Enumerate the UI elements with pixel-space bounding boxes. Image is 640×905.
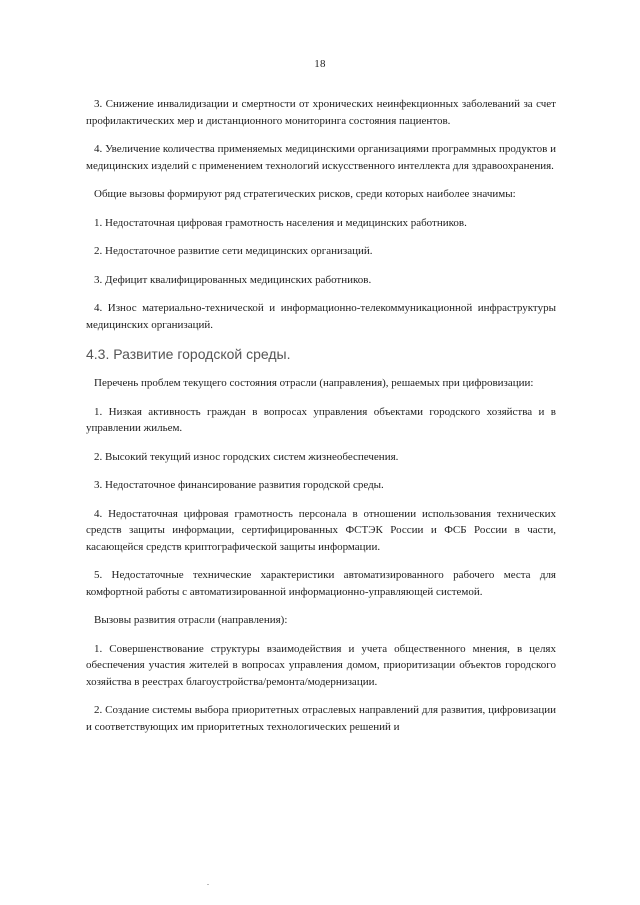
paragraph-problem-5: 5. Недостаточные технические характеристики автоматизированного рабочего места для комфортной работы с автоматизированной информационно-управляющей системой. [86,569,556,598]
paragraph-problem-4: 4. Недостаточная цифровая грамотность персонала в отношении использования технических средств защиты информации, сертифицированных ФСТЭК России и ФСБ России в части, касающейся средств криптографической защиты информации. [86,507,556,553]
page-body [86,96,556,747]
paragraph-risk-4: 4. Износ материально-технической и информационно-телекоммуникационной инфраструктуры медицинских организаций. [86,302,556,331]
page-number: 18 [314,58,326,70]
paragraph-goal-3: 3. Снижение инвалидизации и смертности от хронических неинфекционных заболеваний за счет профилактических мер и дистанционного мониторинга состояния пациентов. [86,98,556,127]
paragraph-problem-3: 3. Недостаточное финансирование развития городской среды. [94,479,384,491]
section-heading: 4.3. Развитие городской среды. [86,346,291,362]
paragraph-risks-intro: Общие вызовы формируют ряд стратегических рисков, среди которых наиболее значимы: [94,188,516,200]
paragraph-challenges-intro: Вызовы развития отрасли (направления): [94,614,288,626]
paragraph-challenge-2: 2. Создание системы выбора приоритетных отраслевых направлений для развития, цифровизации и соответствующих им приоритетных технологических решений и [86,704,556,733]
paragraph-goal-4: 4. Увеличение количества применяемых медицинскими организациями программных продуктов и медицинских изделий с применением технологий искусственного интеллекта для здравоохранения. [86,143,556,172]
scan-speck [207,884,209,885]
paragraph-risk-3: 3. Дефицит квалифицированных медицинских работников. [94,273,372,286]
paragraph-problem-2: 2. Высокий текущий износ городских систем жизнеобеспечения. [94,450,399,463]
paragraph-problems-intro: Перечень проблем текущего состояния отрасли (направления), решаемых при цифровизации: [94,377,534,389]
paragraph-problem-1: 1. Низкая активность граждан в вопросах управления объектами городского хозяйства и в управлении жильем. [86,405,556,434]
paragraph-risk-1: 1. Недостаточная цифровая грамотность населения и медицинских работников. [94,216,467,229]
paragraph-challenge-1: 1. Совершенствование структуры взаимодействия и учета общественного мнения, в целях обеспечения участия жителей в вопросах управления домом, приоритизации объектов городского хозяйства в реестрах благоустройства/ремонта/модернизации. [86,642,556,688]
paragraph-risk-2: 2. Недостаточное развитие сети медицинских организаций. [94,245,373,257]
